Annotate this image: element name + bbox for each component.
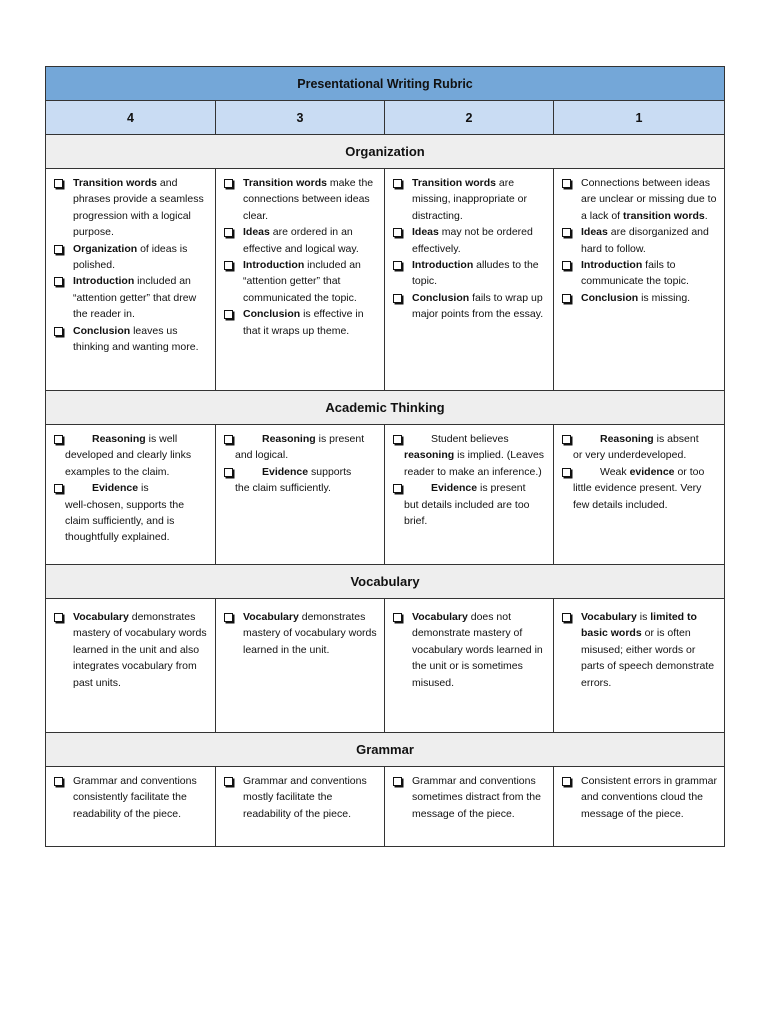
criterion-keyword: Ideas [581, 226, 608, 239]
criterion-keyword: Ideas [243, 226, 270, 239]
score-header-1: 1 [554, 101, 725, 135]
criterion-text: or very underdeveloped. [573, 449, 687, 462]
criterion-text: are missing, inappropriate or distracting. [412, 177, 527, 222]
checkbox-icon [54, 777, 63, 786]
criterion-continuation [54, 447, 209, 480]
criterion-item [224, 773, 378, 822]
criterion-item [562, 257, 718, 290]
checkbox-icon [224, 179, 233, 188]
checkbox-icon [393, 228, 402, 237]
criterion-first-line [562, 464, 718, 480]
criterion-keyword: Evidence [92, 482, 139, 495]
criterion-item [54, 175, 209, 241]
criterion-keyword: limited to basic words [581, 611, 697, 640]
vocabulary-score-1 [554, 599, 725, 733]
criterion-keyword: Vocabulary [243, 611, 299, 623]
criterion-item [393, 175, 547, 224]
criterion-first-line [562, 431, 718, 447]
checkbox-icon [224, 613, 233, 622]
criterion-text: fails to communicate the topic. [581, 259, 689, 288]
criterion-first-line [224, 464, 378, 480]
criterion-item [224, 431, 378, 464]
criterion-keyword: Organization [73, 242, 138, 255]
criterion-text: make the connections between ideas clear. [243, 177, 374, 222]
criterion-item [562, 464, 718, 513]
criterion-text: demonstrates mastery of vocabulary words learned in the unit and also integrates vocabulary from past units. [73, 611, 207, 689]
criterion-text: included an “attention getter” that drew the reader in. [73, 275, 197, 321]
criterion-keyword: Introduction [412, 259, 474, 272]
organization-score-3 [216, 169, 385, 391]
section-vocabulary: Vocabulary [46, 565, 725, 599]
criterion-text: Grammar and conventions mostly facilitate the readability of the piece. [243, 775, 367, 820]
criterion-item [224, 609, 378, 658]
criterion-text: Consistent errors in grammar and conventions cloud the message of the piece. [581, 775, 717, 820]
criterion-keyword: reasoning [404, 449, 455, 462]
checkbox-icon [562, 777, 571, 786]
criterion-keyword: Vocabulary [412, 611, 468, 623]
criterion-continuation [393, 447, 547, 480]
vocabulary-score-4 [46, 599, 216, 733]
checkbox-icon [393, 613, 402, 622]
criterion-text: Weak [600, 465, 630, 478]
criterion-item [393, 224, 547, 257]
criterion-continuation [224, 447, 378, 463]
criterion-keyword: Conclusion [581, 291, 639, 304]
criterion-text: or too [674, 465, 705, 478]
criterion-keyword: Evidence [262, 465, 309, 478]
criterion-item [54, 323, 209, 356]
criterion-text: well-chosen, supports the claim sufficiently, and is thoughtfully explained. [65, 498, 185, 544]
grammar-score-2 [385, 767, 554, 847]
criterion-continuation [393, 497, 547, 530]
academic-score-2 [385, 425, 554, 565]
checkbox-icon [224, 435, 233, 444]
criterion-text: Connections between ideas are unclear or missing due to a lack of [581, 177, 717, 222]
criterion-text: Grammar and conventions sometimes distract from the message of the piece. [412, 775, 541, 820]
criterion-keyword: Introduction [243, 259, 305, 272]
criterion-item [562, 175, 718, 224]
criterion-keyword: Introduction [73, 275, 135, 288]
criterion-first-line [224, 431, 378, 447]
criterion-keyword: Transition words [73, 177, 158, 189]
criterion-text: is well [145, 433, 178, 445]
criterion-item [54, 273, 209, 322]
checkbox-icon [224, 310, 233, 319]
criterion-text: fails to wrap up major points from the essay. [412, 291, 544, 321]
checkbox-icon [562, 261, 571, 270]
criterion-continuation [54, 497, 209, 546]
criterion-item [54, 609, 209, 691]
checkbox-icon [562, 228, 571, 237]
criterion-keyword: Reasoning [92, 433, 146, 445]
criterion-item [224, 257, 378, 306]
criterion-text: leaves us thinking and wanting more. [73, 324, 199, 354]
criterion-item [393, 431, 547, 480]
criterion-text: is effective in that it wraps up theme. [243, 308, 364, 337]
criterion-item [393, 773, 547, 822]
checkbox-icon [562, 294, 571, 303]
checkbox-icon [393, 179, 402, 188]
criterion-text: Student believes [431, 433, 509, 445]
criterion-keyword: Evidence [431, 482, 478, 495]
criterion-text: or is often misused; either words or parts of speech demonstrate errors. [581, 627, 715, 689]
criterion-continuation [562, 480, 718, 513]
section-academic-thinking: Academic Thinking [46, 391, 725, 425]
grammar-score-1 [554, 767, 725, 847]
criterion-keyword: Vocabulary [73, 611, 129, 623]
criterion-item [224, 224, 378, 257]
checkbox-icon [393, 261, 402, 270]
criterion-keyword: Reasoning [600, 433, 654, 445]
vocabulary-score-2 [385, 599, 554, 733]
checkbox-icon [54, 179, 63, 188]
checkbox-icon [562, 435, 571, 444]
criterion-text: . [704, 209, 708, 222]
criterion-keyword: Conclusion [243, 308, 301, 321]
criterion-text: is absent [653, 433, 699, 445]
criterion-text: developed and clearly links examples to the claim. [65, 449, 192, 478]
criterion-item [54, 241, 209, 274]
rubric-title: Presentational Writing Rubric [46, 67, 725, 101]
criterion-text: is present [315, 433, 365, 445]
criterion-text: but details included are too brief. [404, 498, 530, 528]
vocabulary-score-3 [216, 599, 385, 733]
criterion-keyword: Transition words [412, 177, 497, 189]
criterion-first-line [54, 431, 209, 447]
criterion-text: is missing. [638, 291, 691, 304]
criterion-text: are ordered in an effective and logical way. [243, 226, 359, 255]
criterion-text: included an “attention getter” that communicated the topic. [243, 259, 361, 304]
criterion-first-line [54, 480, 209, 496]
checkbox-icon [562, 468, 571, 477]
criterion-text: does not demonstrate mastery of vocabulary words learned in the unit or is sometimes misused. [412, 611, 543, 689]
checkbox-icon [224, 468, 233, 477]
criterion-item [54, 773, 209, 822]
criterion-text: supports [308, 465, 352, 478]
criterion-first-line [393, 480, 547, 496]
criterion-keyword: Transition words [243, 177, 328, 189]
criterion-text: is implied. (Leaves reader to make an inference.) [404, 449, 545, 478]
criterion-item [393, 257, 547, 290]
criterion-item [562, 290, 718, 306]
grammar-score-4 [46, 767, 216, 847]
checkbox-icon [393, 435, 402, 444]
grammar-score-3 [216, 767, 385, 847]
criterion-text: demonstrates mastery of vocabulary words learned in the unit. [243, 611, 377, 656]
criterion-text: and logical. [235, 449, 289, 462]
criterion-keyword: Vocabulary [581, 611, 637, 623]
criterion-first-line [393, 431, 547, 447]
criterion-keyword: evidence [629, 465, 675, 478]
criterion-keyword: transition words [623, 209, 705, 222]
checkbox-icon [54, 327, 63, 336]
section-grammar: Grammar [46, 733, 725, 767]
organization-score-2 [385, 169, 554, 391]
criterion-item [54, 480, 209, 546]
criterion-text: the claim sufficiently. [235, 482, 331, 495]
criterion-item [562, 224, 718, 257]
criterion-item [393, 480, 547, 529]
organization-score-1 [554, 169, 725, 391]
checkbox-icon [393, 777, 402, 786]
score-header-4: 4 [46, 101, 216, 135]
checkbox-icon [224, 261, 233, 270]
criterion-text: is present [477, 482, 526, 495]
checkbox-icon [224, 228, 233, 237]
criterion-text: are disorganized and hard to follow. [581, 226, 709, 255]
criterion-keyword: Conclusion [412, 291, 470, 304]
criterion-continuation [562, 447, 718, 463]
criterion-keyword: Ideas [412, 226, 439, 239]
checkbox-icon [393, 484, 402, 493]
criterion-item [562, 431, 718, 464]
rubric-table [45, 66, 725, 847]
criterion-text: of ideas is polished. [73, 242, 188, 272]
criterion-item [562, 609, 718, 691]
section-organization: Organization [46, 135, 725, 169]
checkbox-icon [54, 435, 63, 444]
criterion-item [224, 175, 378, 224]
criterion-text: and phrases provide a seamless progression with a logical purpose. [73, 177, 204, 239]
organization-score-4 [46, 169, 216, 391]
academic-score-1 [554, 425, 725, 565]
criterion-item [562, 773, 718, 822]
checkbox-icon [224, 777, 233, 786]
academic-score-4 [46, 425, 216, 565]
criterion-text: is [636, 611, 651, 623]
academic-score-3 [216, 425, 385, 565]
score-header-2: 2 [385, 101, 554, 135]
criterion-item [393, 290, 547, 323]
checkbox-icon [54, 613, 63, 622]
criterion-keyword: Conclusion [73, 324, 131, 337]
criterion-text: may not be ordered effectively. [412, 226, 533, 255]
criterion-item [224, 306, 378, 339]
checkbox-icon [562, 613, 571, 622]
checkbox-icon [54, 277, 63, 286]
criterion-continuation [224, 480, 378, 496]
criterion-item [54, 431, 209, 480]
criterion-keyword: Introduction [581, 259, 643, 272]
checkbox-icon [54, 245, 63, 254]
checkbox-icon [54, 484, 63, 493]
checkbox-icon [393, 294, 402, 303]
criterion-text: Grammar and conventions consistently facilitate the readability of the piece. [73, 775, 197, 820]
criterion-keyword: Reasoning [262, 433, 316, 445]
criterion-text: is [138, 482, 149, 495]
score-header-3: 3 [216, 101, 385, 135]
criterion-text: little evidence present. Very few details included. [573, 482, 702, 511]
criterion-item [224, 464, 378, 497]
criterion-text: alludes to the topic. [412, 259, 539, 288]
checkbox-icon [562, 179, 571, 188]
criterion-item [393, 609, 547, 691]
